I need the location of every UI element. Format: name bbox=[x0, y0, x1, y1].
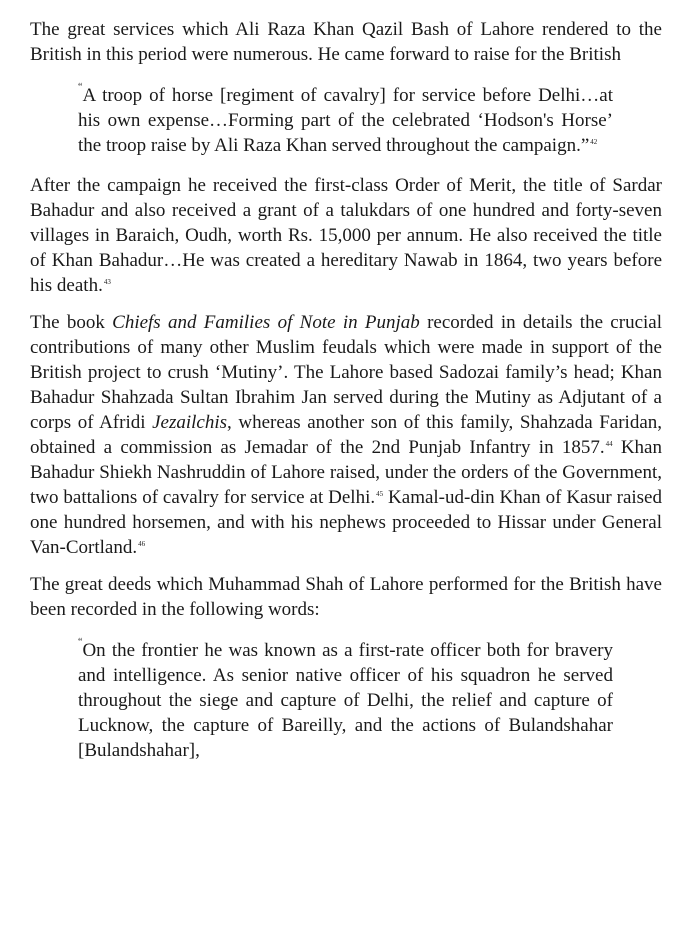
footnote-ref-44[interactable]: 44 bbox=[605, 440, 613, 448]
footnote-ref-45[interactable]: 45 bbox=[376, 490, 384, 498]
paragraph-text-b: recorded in details the crucial contributions of many other Muslim feudals which were made in support of the British project to crush ‘Mutiny’. The Lahore based Sadozai family’s head; Khan Bahadur Shahzada Sultan Ibrahim Jan served during the Mutiny as Adjutant of a corps of Afridi bbox=[30, 312, 662, 433]
term-jezailchis: Jezailchis bbox=[152, 412, 228, 433]
paragraph-text: The great services which Ali Raza Khan Qazil Bash of Lahore rendered to the British in this period were numerous. He came forward to raise for the British bbox=[30, 19, 662, 65]
document-page bbox=[30, 17, 662, 763]
book-title: Chiefs and Families of Note in Punjab bbox=[112, 312, 420, 333]
paragraph-text: The great deeds which Muhammad Shah of Lahore performed for the British have been recorded in the following words: bbox=[30, 574, 662, 620]
quote-text: On the frontier he was known as a first-rate officer both for bravery and intelligence. As senior native officer of his squadron he served throughout the siege and capture of Delhi, the relief and capture of Lucknow, the capture of Bareilly, and the actions of Bulandshahar [Bulandshahar], bbox=[78, 640, 613, 761]
quote-hodsons-horse bbox=[78, 83, 613, 158]
paragraph-muhammad-shah bbox=[30, 572, 662, 622]
paragraph-ali-raza-khan bbox=[30, 17, 662, 67]
footnote-ref-42[interactable]: 42 bbox=[590, 138, 598, 146]
footnote-ref-43[interactable]: 43 bbox=[103, 278, 111, 286]
paragraph-text-d: Khan Bahadur Shiekh Nashruddin of Lahore raised, under the orders of the Government, two battalions of cavalry for service at Delhi. bbox=[30, 437, 662, 508]
footnote-ref-46[interactable]: 46 bbox=[138, 540, 146, 548]
paragraph-text-a: The book bbox=[30, 312, 113, 333]
paragraph-text: After the campaign he received the first-class Order of Merit, the title of Sardar Bahadur and also received a grant of a talukdars of one hundred and forty-seven villages in Baraich, Oudh, worth Rs. 15,000 per annum. He also received the title of Khan Bahadur…He was created a hereditary Nawab in 1864, two years before his death. bbox=[30, 175, 662, 296]
paragraph-chiefs-and-families bbox=[30, 310, 662, 560]
open-quote-mark: “ bbox=[78, 82, 83, 93]
quote-frontier-officer bbox=[78, 638, 613, 763]
paragraph-text-c: , whereas another son of this family, Shahzada Faridan, obtained a commission as Jemadar of the 2nd Punjab Infantry in 1857. bbox=[30, 412, 662, 458]
open-quote-mark: “ bbox=[78, 637, 83, 648]
paragraph-order-of-merit bbox=[30, 173, 662, 298]
quote-text: A troop of horse [regiment of cavalry] for service before Delhi…at his own expense…Forming part of the celebrated ‘Hodson's Horse’ the troop raise by Ali Raza Khan served throughout the campaign.” bbox=[78, 85, 613, 156]
paragraph-text-e: Kamal-ud-din Khan of Kasur raised one hundred horsemen, and with his nephews proceeded to Hissar under General Van-Cortland. bbox=[30, 487, 662, 558]
